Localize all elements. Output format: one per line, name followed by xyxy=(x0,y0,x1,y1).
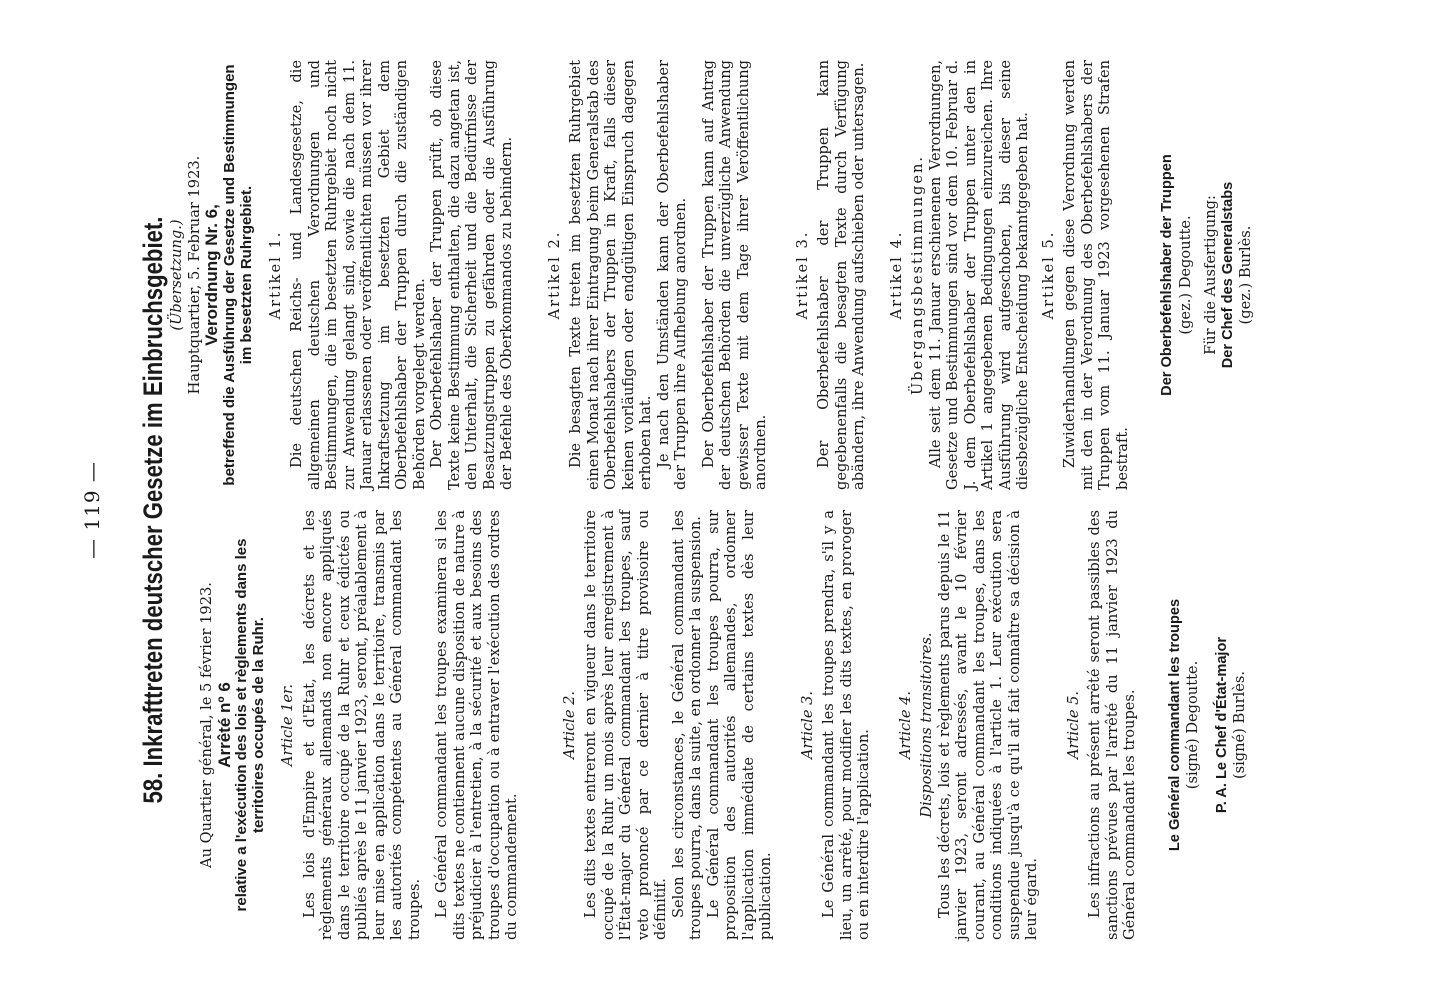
french-signature-name: (signé) Degoutte. xyxy=(1184,660,1201,790)
german-article-1-paragraph: Die deutschen Reichs- und Landesgesetze, die allgemeinen deutschen Verordnungen und Bestimmungen, die im besetzten Ruhrgebiet noch nicht zur Anwendung gelangt sind, sowie die nach dem 11. Januar erlassenen oder veröffentlichten müssen vor ihrer Inkraftsetzung im besetzten Gebiet dem Oberbefehlshaber der Truppen durch die zuständigen Behörden vorgelegt werden. xyxy=(288,60,428,490)
german-countersign-name: (gez.) Burlès. xyxy=(1237,225,1254,325)
french-article-2-paragraph: Les dits textes entreront en vigueur dans le territoire occupé de la Ruhr un mois après leur enregistrement à l'État-major du Général commandant les troupes, sauf veto prononcé par ce dernier à titre provisoire ou définitif. xyxy=(582,510,669,940)
german-certification-label: Für die Ausfertigung: xyxy=(1202,195,1219,355)
german-article-1-paragraph: Der Oberbefehlshaber der Truppen prüft, ob diese Texte keine Bestimmung enthalten, die dazu angetan ist, den Unterhalt, die Sicherheit und die Bedürfnisse der Besatzungstruppen zu gefährden oder die Ausführung der Befehle des Oberkommandos zu behindern. xyxy=(428,60,515,490)
french-article-4-title: Article 4. xyxy=(896,690,914,760)
french-countersign-name: (signé) Burlès. xyxy=(1231,670,1248,780)
german-signature-name: (gez.) Degoutte. xyxy=(1176,215,1194,335)
german-article-2-paragraph: Die besagten Texte treten im besetzten Ruhrgebiet einen Monat nach ihrer Eintragung beim Generalstab des Oberbefehlshabers der Truppen in Kraft, falls dieser keinen vorläufigen oder endgültigen Einspruch dagegen erhoben hat. xyxy=(567,60,654,490)
german-article-5-title: Artikel 5. xyxy=(1039,230,1057,320)
german-article-2-paragraph: Je nach den Umständen kann der Oberbefehlshaber der Truppen ihre Aufhebung anordnen. xyxy=(654,60,689,490)
french-article-1-title: Article 1er. xyxy=(279,683,296,767)
german-article-4-title: Artikel 4. xyxy=(887,230,905,320)
page-title: 58. Inkrafttreten deutscher Gesetze im Einbruchsgebiet. xyxy=(138,216,168,804)
digitization-stamp xyxy=(1408,6,1432,391)
german-column xyxy=(168,60,1255,490)
french-article-3-paragraph: Le Général commandant les troupes prendra, s'il y a lieu, un arrêté, pour modifier les dits textes, en proroger ou en interdire l'application. xyxy=(820,510,872,940)
german-place-date: Hauptquartier, 5. Februar 1923. xyxy=(185,155,203,395)
french-countersign-title: P. A. Le Chef d'État-major xyxy=(1213,636,1230,814)
german-decree-title: Verordnung Nr. 6, xyxy=(202,204,221,346)
french-signature-title: Le Général commandant les troupes xyxy=(1166,598,1183,852)
page-number: — 119 — xyxy=(80,461,104,559)
french-article-5-title: Article 5. xyxy=(1064,690,1082,760)
german-article-4-paragraph: Alle seit dem 11. Januar erschienenen Verordnungen, Gesetze und Bestimmungen sind vor dem 10. Februar d. J. dem Oberbefehlshaber der Truppen unter den in Artikel 1 angegebenen Bedingungen einzureichen. Ihre Ausführung wird aufgeschoben, bis dieser seine diesbezügliche Entscheidung bekanntgegeben hat. xyxy=(926,60,1031,490)
french-signature-block xyxy=(1167,510,1249,940)
german-signature-block xyxy=(1159,60,1255,490)
french-decree-title: Arrêté nº 6 xyxy=(214,682,234,768)
german-translation-note: (Übersetzung.) xyxy=(168,219,185,331)
french-article-3-title: Article 3. xyxy=(798,690,816,760)
french-article-2-paragraph: Le Général commandant les troupes pourra, sur proposition des autorités allemandes, ordonner l'application immédiate de certains textes dès leur publication. xyxy=(704,510,774,940)
french-article-2-paragraph: Selon les circonstances, le Général commandant les troupes pourra, dans la suite, en ordonner la suspension. xyxy=(669,510,704,940)
french-subject: relative a l'exécution des lois et règlements dans les territoires occupés de la Ruhr. xyxy=(233,538,267,912)
french-article-1-paragraph: Les lois d'Empire et d'Etat, les décrets et les règlements généraux allemands non encore appliqués dans le territoire occupé de la Ruhr et ceux édictés ou publiés après le 11 janvier 1923, seront, préalablement à leur mise en application dans le territoire, transmis par les autorités compétentes au Général commandant les troupes. xyxy=(300,510,423,940)
french-article-4-subtitle: Dispositions transitoires. xyxy=(918,632,935,818)
german-subject: betreffend die Ausführung der Gesetze und Bestimmungen im besetzten Ruhrgebiet. xyxy=(220,64,255,486)
german-article-1-title: Artikel 1. xyxy=(266,230,284,320)
french-column xyxy=(198,510,1249,940)
french-place-date: Au Quartier général, le 5 février 1923. xyxy=(198,582,215,868)
german-signature-title: Der Oberbefehlshaber der Truppen xyxy=(1159,154,1175,396)
german-article-3-paragraph: Der Oberbefehlshaber der Truppen kann gegebenenfalls die besagten Texte durch Verfügung abändern, ihre Anwendung aufschieben oder untersagen. xyxy=(815,60,867,490)
german-article-2-title: Artikel 2. xyxy=(545,230,563,320)
french-article-5-paragraph: Les infractions au présent arrêté seront passibles des sanctions prévues par l'arrêté du 11 janvier 1923 du Général commandant les troupes. xyxy=(1086,510,1138,940)
german-article-5-paragraph: Zuwiderhandlungen gegen diese Verordnung werden mit den in der Verordnung des Oberbefehlshabers der Truppen vom 11. Januar 1923 vorgesehenen Strafen bestraft. xyxy=(1061,60,1131,490)
german-countersign-title: Der Chef des Generalstabs xyxy=(1219,181,1236,369)
document-page xyxy=(80,40,1400,980)
german-article-2-paragraph: Der Oberbefehlshaber der Truppen kann auf Antrag der deutschen Behörden die unverzügliche Anwendung gewisser Texte mit dem Tage ihrer Veröffentlichung anordnen. xyxy=(699,60,769,490)
french-article-1-paragraph: Le Général commandant les troupes examinera si les dits textes ne contiennent aucune disposition de nature à préjudicier à l'entretien, à la sécurité et aux besoins des troupes d'occupation ou à entraver l'exécution des ordres du commandement. xyxy=(433,510,520,940)
german-article-4-subtitle: Übergangsbestimmungen. xyxy=(909,154,926,396)
french-article-2-title: Article 2. xyxy=(560,690,578,760)
german-article-3-title: Artikel 3. xyxy=(793,230,811,320)
french-article-4-paragraph: Tous les décrets, lois et règlements parus depuis le 11 janvier 1923, seront adressés, avant le 10 février courant, au Général commandant les troupes, dans les conditions indiquées à l'article 1. Leur exécution sera suspendue jusqu'à ce qu'il ait fait connaître sa décision à leur égard. xyxy=(935,510,1040,940)
